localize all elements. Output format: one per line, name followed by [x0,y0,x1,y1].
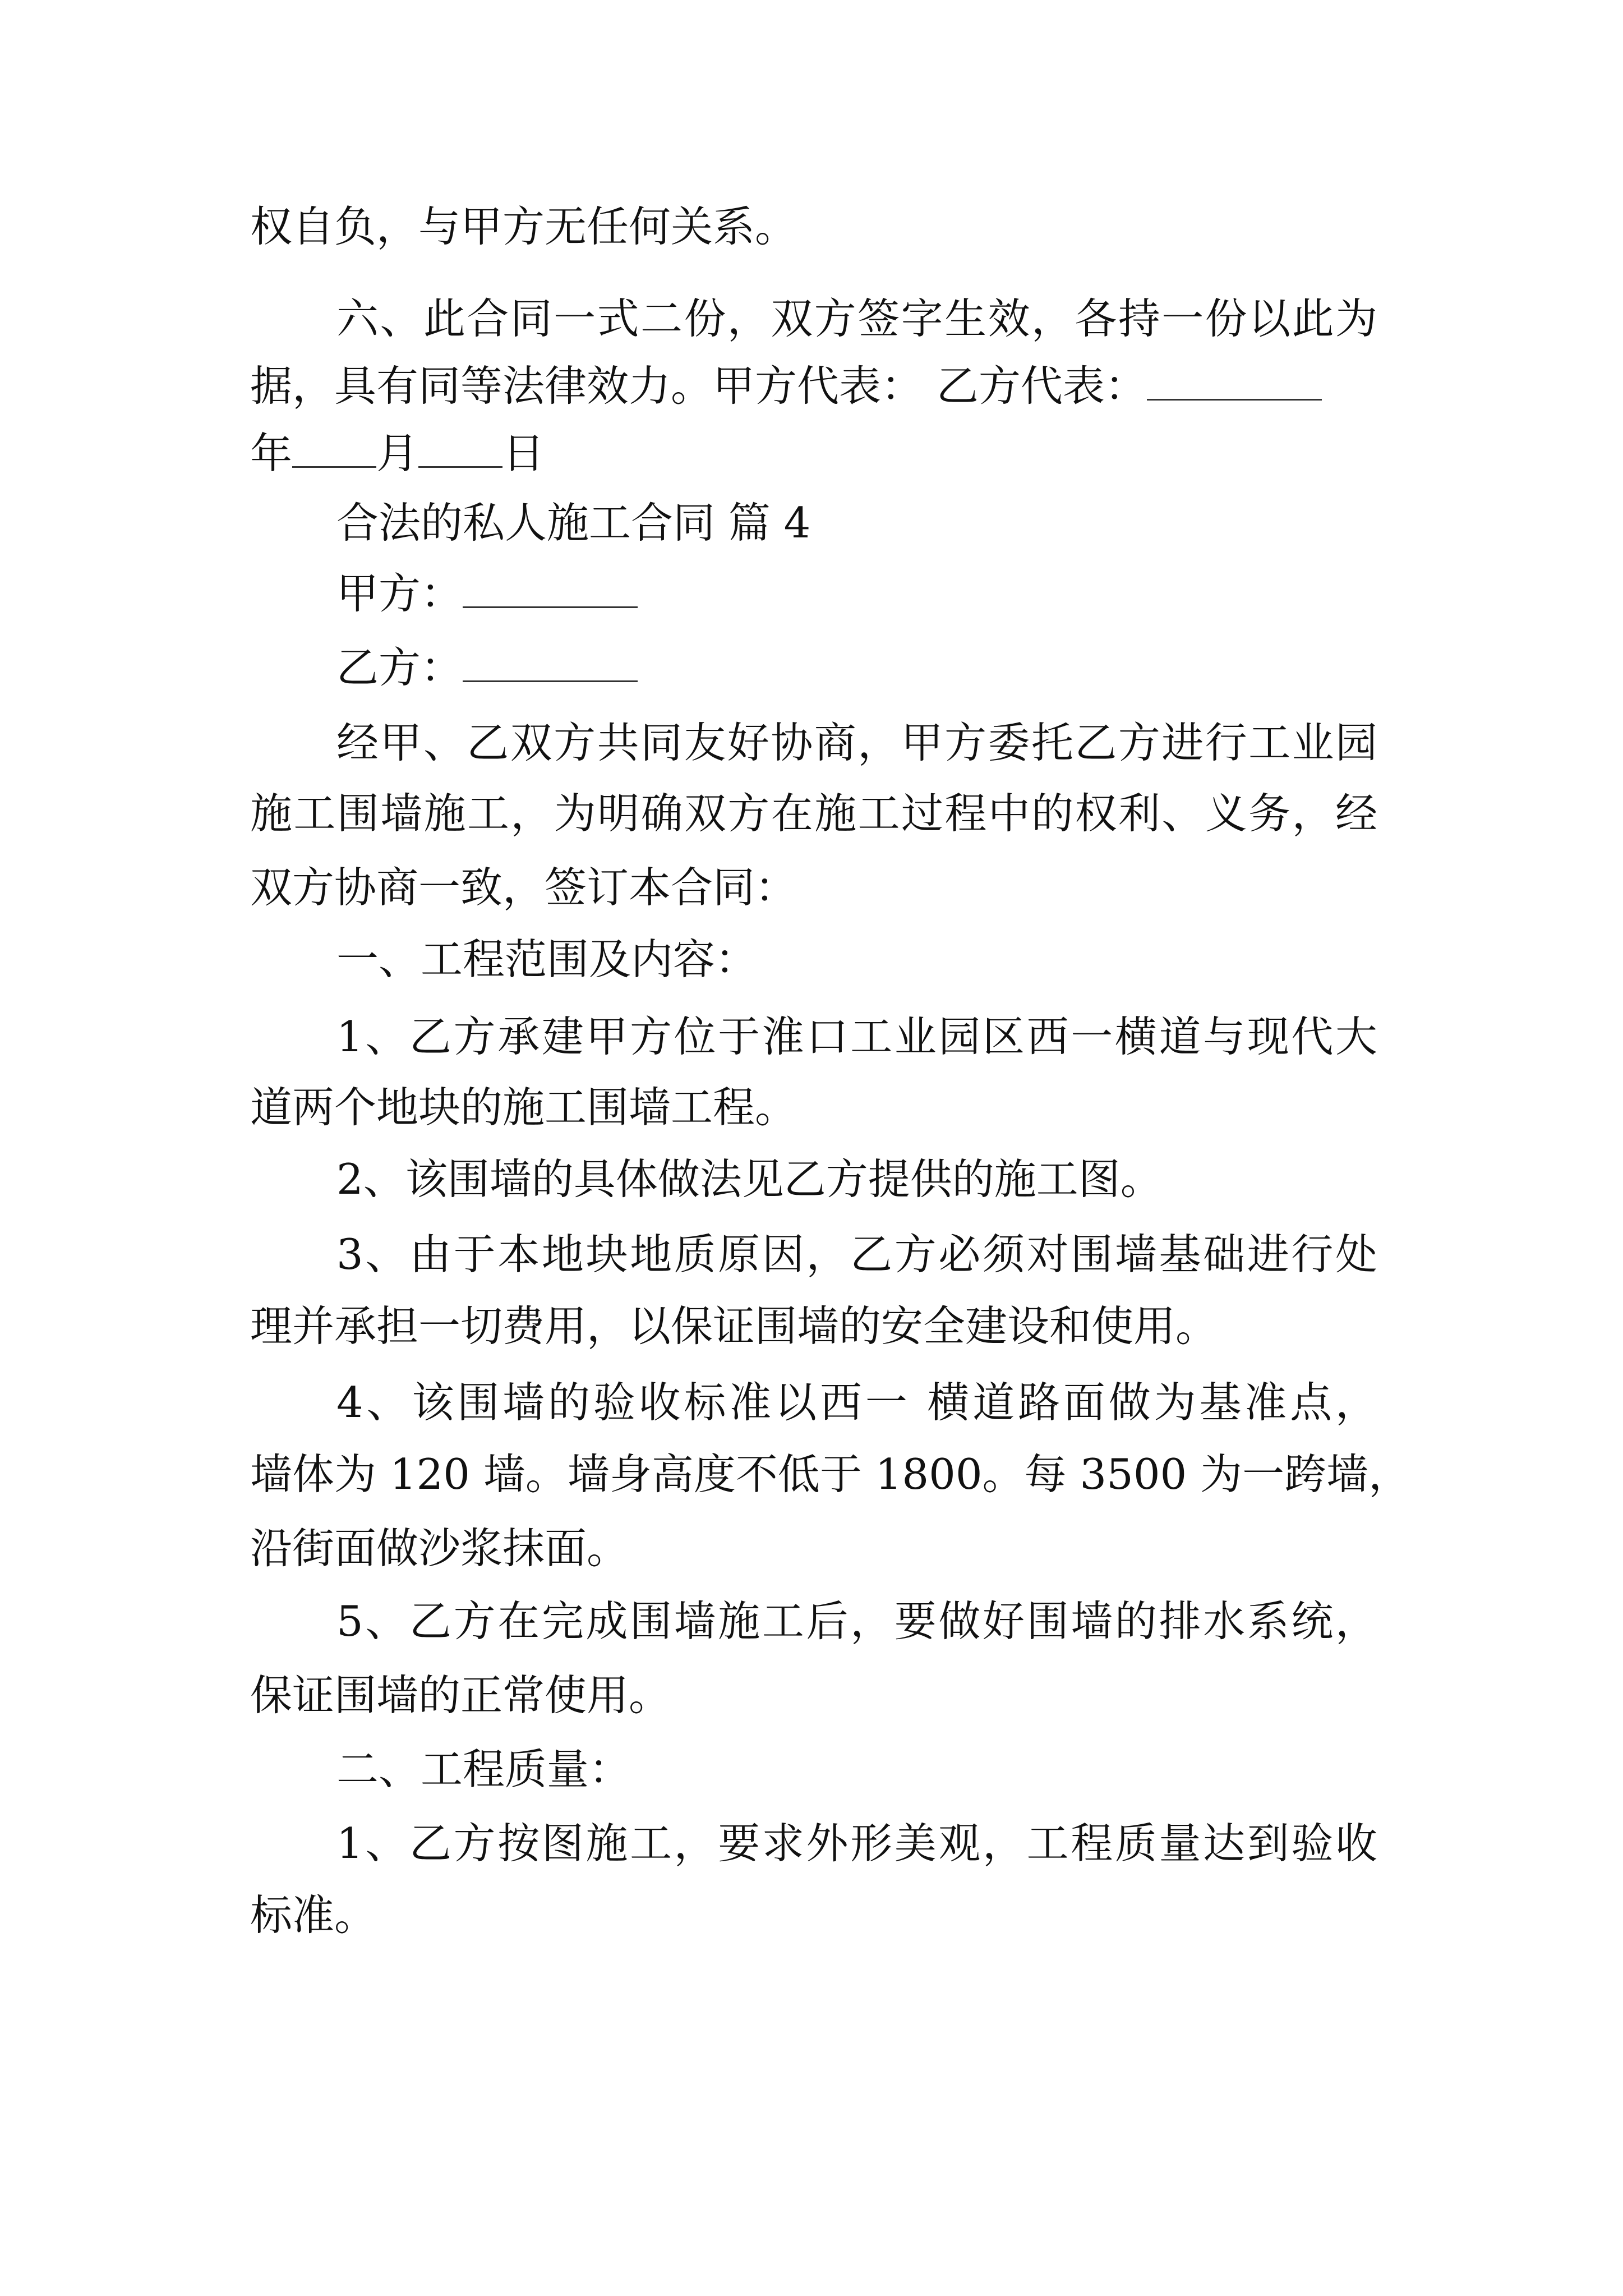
date-year-label: 年 [250,429,293,478]
heading-scope: 一、工程范围及内容： [336,935,758,984]
date-day-label: 日 [502,429,545,478]
text-line-26: 标准。 [250,1890,377,1940]
text-line-20: 墙体为 120 墙。墙身高度不低于 1800。每 3500 为一跨墙， [250,1450,1411,1499]
date-month-label: 月 [376,429,419,478]
text-line-3 [250,358,1322,414]
party-b-label: 乙方： [336,643,463,692]
heading-quality: 二、工程质量： [336,1745,631,1794]
text-line-22: 5、乙方在完成围墙施工后，要做好围墙的排水系统， [336,1596,1377,1646]
representatives-label: 据，具有同等法律效力。甲方代表： 乙方代表： [250,361,1147,411]
text-line-1: 权自负，与甲方无任何关系。 [250,202,797,251]
text-line-16: 2、该围墙的具体做法见乙方提供的施工图。 [336,1154,1163,1204]
section-title: 合法的私人施工合同 篇 4 [336,498,811,547]
text-line-17: 3、由于本地块地质原因，乙方必须对围墙基础进行处 [336,1230,1377,1279]
text-line-18: 理并承担一切费用，以保证围墙的安全建设和使用。 [250,1301,1218,1351]
text-line-11: 施工围墙施工，为明确双方在施工过程中的权利、义务，经 [250,789,1377,838]
text-line-19: 4、该围墙的验收标准以西一 横道路面做为基准点， [336,1378,1377,1427]
date-blank-month [418,426,502,468]
party-a-line [336,565,638,622]
text-line-15: 道两个地块的施工围墙工程。 [250,1083,797,1132]
date-line [250,425,545,481]
text-line-23: 保证围墙的正常使用。 [250,1671,671,1720]
party-a-label: 甲方： [336,569,463,618]
text-line-21: 沿街面做沙浆抹面。 [250,1524,629,1573]
text-line-14: 1、乙方承建甲方位于淮口工业园区西一横道与现代大 [336,1012,1377,1061]
date-blank-year [292,426,376,468]
party-b-line [336,639,638,696]
party-b-blank [463,640,638,682]
text-line-25: 1、乙方按图施工，要求外形美观，工程质量达到验收 [336,1819,1377,1868]
text-line-12: 双方协商一致，签订本合同： [250,863,797,912]
text-line-2: 六、此合同一式二份，双方签字生效，各持一份以此为 [336,294,1377,343]
party-a-blank [463,566,638,608]
signature-blank-b [1147,358,1322,401]
text-line-10: 经甲、乙双方共同友好协商，甲方委托乙方进行工业园 [336,718,1377,767]
